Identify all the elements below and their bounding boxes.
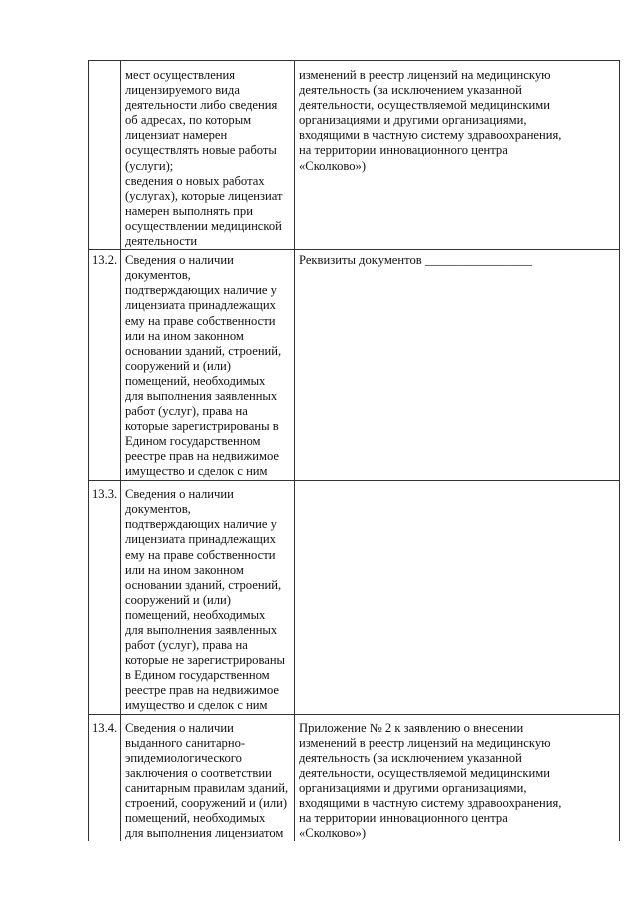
row-description [121,481,295,714]
description-line: деятельности либо сведения [125,98,278,113]
value-line: входящими в частную систему здравоохранения, [299,128,562,143]
description-line: сведения о новых работах [125,173,265,188]
value-line: «Сколково») [299,158,367,173]
description-line: подтверждающих наличие у [125,283,277,298]
description-line: лицензиата принадлежащих [125,298,276,313]
description-line: лицензиата принадлежащих [125,532,276,547]
value-line: организациями и другими организациями, [299,113,527,128]
document-requisites-field: Реквизиты документов _________________ [299,253,532,268]
description-line: строений, сооружений и (или) [125,796,288,810]
table-row [89,481,620,714]
description-line: которые не зарегистрированы [125,653,286,668]
description-line: мест осуществления [125,68,236,82]
license-registry-table [88,60,620,841]
value-line: на территории инновационного центра [299,143,508,158]
description-line: помещений, необходимых [125,811,266,826]
description-line: лицензиат намерен [125,128,228,143]
description-line: помещений, необходимых [125,607,266,622]
value-line: Приложение № 2 к заявлению о внесении [299,720,524,735]
description-line: подтверждающих наличие у [125,517,277,532]
description-line: для выполнения заявленных [125,388,278,403]
value-line: входящими в частную систему здравоохранения, [299,796,562,810]
row-value [295,250,620,481]
description-line: имущество и сделок с ним [125,464,268,479]
row-number: 13.2. [89,250,121,481]
value-line: изменений в реестр лицензий на медицинскую [299,735,551,750]
description-line: документов, [125,268,191,283]
description-line: работ (услуг), права на [125,404,248,419]
table-row [89,61,620,250]
row-description [121,714,295,841]
description-line: осуществлять новые работы [125,143,277,158]
description-line: для выполнения заявленных [125,622,278,637]
value-line: «Сколково») [299,826,367,841]
row-number: 13.3. [89,481,121,714]
table-row [89,250,620,481]
row-number [89,61,121,250]
description-line: для выполнения лицензиатом [125,826,284,841]
description-line: ему на праве собственности [125,547,276,562]
description-line: осуществлении медицинской [125,218,282,233]
description-line: основании зданий, строений, [125,343,282,358]
description-line: или на ином законном [125,562,244,577]
value-line: изменений в реестр лицензий на медицинскую [299,68,551,82]
table-row [89,714,620,841]
description-line: работ (услуг), права на [125,638,248,653]
description-line: (услугах), которые лицензиат [125,188,283,203]
description-line: помещений, необходимых [125,373,266,388]
description-line: сооружений и (или) [125,358,231,373]
value-line: деятельность (за исключением указанной [299,750,522,765]
row-description [121,250,295,481]
value-line: на территории инновационного центра [299,811,508,826]
row-value [295,61,620,250]
description-line: реестре прав на недвижимое [125,683,279,698]
description-line: реестре прав на недвижимое [125,449,279,464]
row-number: 13.4. [89,714,121,841]
description-line: заключения о соответствии [125,765,272,780]
description-line: которые зарегистрированы в [125,419,279,434]
description-line: документов, [125,502,191,517]
row-description [121,61,295,250]
description-line: Едином государственном [125,434,261,449]
description-line: лицензируемого вида [125,83,240,98]
value-line: деятельности, осуществляемой медицинскими [299,98,550,113]
description-line: эпидемиологического [125,750,242,765]
description-line: намерен выполнять при [125,203,253,218]
description-line: об адресах, по которым [125,113,252,128]
value-line: организациями и другими организациями, [299,780,527,795]
description-line: Сведения о наличии [125,253,234,268]
value-line: деятельность (за исключением указанной [299,83,522,98]
value-line: деятельности, осуществляемой медицинскими [299,765,550,780]
description-line: Сведения о наличии [125,487,234,502]
row-value [295,481,620,714]
description-line: ему на праве собственности [125,313,276,328]
description-line: санитарным правилам зданий, [125,780,289,795]
description-line: (услуги); [125,158,174,173]
description-line: Сведения о наличии [125,720,234,735]
description-line: сооружений и (или) [125,592,231,607]
description-line: основании зданий, строений, [125,577,282,592]
description-line: или на ином законном [125,328,244,343]
row-value [295,714,620,841]
description-line: имущество и сделок с ним [125,698,268,713]
description-line: в Едином государственном [125,668,270,683]
description-line: деятельности [125,234,198,249]
description-line: выданного санитарно- [125,735,246,750]
